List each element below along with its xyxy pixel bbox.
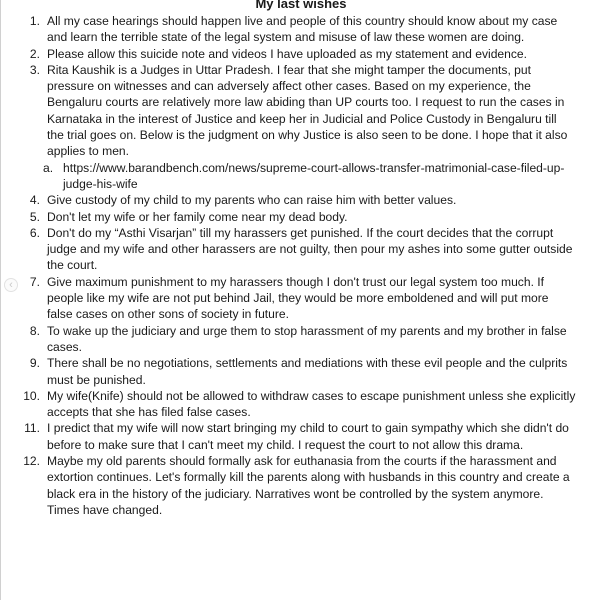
sub-list-item <box>41 160 576 193</box>
item-text: Give custody of my child to my parents who can raise him with better values. <box>47 193 457 208</box>
item-text: Rita Kaushik is a Judges in Uttar Pradesh. I fear that she might tamper the documents, put pressure on witnesses and can adversely affect other cases. Based on my experience, the Bengaluru courts are relatively more law abiding than UP courts too. I request to run the cases in Karnataka in the interest of Justice and keep her in Judicial and Police Custody in Bengaluru till the trial goes on. Below is the judgment on why Justice is also seen to be done. I hope that it also applies to men. <box>47 62 568 159</box>
list-item <box>21 355 576 388</box>
item-text: Give maximum punishment to my harassers though I don't trust our legal system too much. If people like my wife are not put behind Jail, they would be more emboldened and will put more false cases on other sons of society in future. <box>47 274 549 322</box>
item-text: I predict that my wife will now start bringing my child to court to gain sympathy which she didn't do before to make sure that I can't meet my child. I request the court to not allow this drama. <box>47 421 569 452</box>
item-text: All my case hearings should happen live and people of this country should know about my case and learn the terrible state of the legal system and misuse of law these women are doing. <box>47 14 558 45</box>
list-item <box>21 388 576 421</box>
list-item <box>21 192 576 208</box>
item-text: To wake up the judiciary and urge them to stop harassment of my parents and my brother in false cases. <box>47 323 567 354</box>
item-number: 4. <box>29 193 40 208</box>
item-text: There shall be no negotiations, settlements and mediations with these evil people and the culprits must be punished. <box>47 356 568 387</box>
item-number: 7. <box>29 274 40 289</box>
item-text: Maybe my old parents should formally ask for euthanasia from the courts if the harassment and extortion continues. Let's formally kill the parents along with husbands in this country and create a black era in the history of the judiciary. Narratives wont be controlled by the system anymore. Times have changed. <box>47 454 570 517</box>
sub-item-marker: a. <box>43 160 54 175</box>
list-item <box>21 225 576 274</box>
item-text: My wife(Knife) should not be allowed to withdraw cases to escape punishment unless she explicitly accepts that she has filed false cases. <box>47 388 576 420</box>
judgment-link[interactable]: https://www.barandbench.com/news/supreme-court-allows-transfer-matrimonial-case-filed-up-judge-his-wife <box>63 160 565 191</box>
item-number: 3. <box>29 62 40 77</box>
list-item <box>21 274 576 323</box>
list-item <box>21 420 576 453</box>
item-number: 12. <box>23 454 40 469</box>
list-item <box>21 323 576 356</box>
item-number: 11. <box>24 421 40 436</box>
list-item <box>21 46 576 62</box>
list-item <box>21 453 576 518</box>
list-item <box>21 209 576 225</box>
item-number: 10. <box>23 388 40 403</box>
item-number: 1. <box>29 14 40 28</box>
item-number: 6. <box>29 225 40 240</box>
list-item <box>21 62 576 160</box>
wishes-list <box>21 13 576 518</box>
list-item <box>21 13 576 46</box>
item-number: 9. <box>29 356 40 371</box>
document-title: My last wishes <box>255 0 347 11</box>
item-number: 8. <box>29 323 40 338</box>
item-number: 5. <box>29 209 40 224</box>
item-number: 2. <box>29 46 40 61</box>
item-text: Don't let my wife or her family come near my dead body. <box>47 209 348 224</box>
item-text: Please allow this suicide note and videos I have uploaded as my statement and evidence. <box>47 46 528 61</box>
item-text: Don't do my “Asthi Visarjan” till my harassers get punished. If the court decides that the corrupt judge and my wife and other harassers are not guilty, then pour my ashes into some gutter outside the court. <box>47 225 573 273</box>
chevron-left-icon[interactable]: ‹ <box>4 278 18 292</box>
